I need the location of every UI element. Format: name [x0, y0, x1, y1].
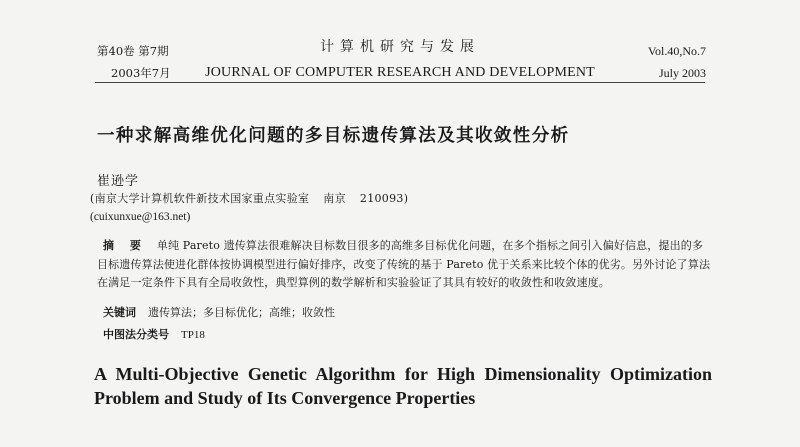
- date-en: July 2003: [658, 66, 706, 80]
- header-left: [97, 40, 171, 84]
- paper-title-en-line2: Problem and Study of Its Convergence Properties: [94, 388, 476, 408]
- header-center: [180, 36, 620, 84]
- volume-issue-cn: 第40卷 第7期: [97, 44, 169, 58]
- classification-label: 中图法分类号: [103, 328, 169, 341]
- keywords-text: 遗传算法；多目标优化；高维；收敛性: [148, 306, 335, 319]
- journal-name-cn: 计算机研究与发展: [320, 39, 480, 55]
- affiliation-city: 南京: [323, 192, 346, 205]
- abstract-text: 单纯 Pareto 遗传算法很难解决目标数目很多的高维多目标优化问题，在多个指标之间引入偏好信息，提出的多目标遗传算法使进化群体按协调模型进行偏好排序，改变了传统的基于 Pareto 优于关系来比较个体的优劣。另外讨论了算法在满足一定条件下具有全局收敛性，典型算例的数学解析和实验验证了其具有较好的收敛性和收敛速度。: [97, 239, 711, 289]
- author-name: 崔逊学: [97, 174, 140, 189]
- classification: [103, 326, 205, 342]
- keywords: [103, 304, 335, 320]
- author-email: (cuixunxue@163.net): [90, 211, 191, 223]
- abstract: [97, 237, 712, 293]
- paper-title-cn: 一种求解高维优化问题的多目标遗传算法及其收敛性分析: [97, 126, 570, 146]
- abstract-label: 摘 要: [103, 239, 147, 252]
- keywords-label: 关键词: [103, 306, 136, 319]
- classification-code: TP18: [181, 329, 205, 341]
- volume-issue-en: Vol.40,No.7: [647, 44, 706, 58]
- journal-name-en: JOURNAL OF COMPUTER RESEARCH AND DEVELOPMENT: [205, 65, 595, 80]
- affiliation-name: (南京大学计算机软件新技术国家重点实验室: [90, 192, 310, 205]
- header-rule: [95, 82, 705, 83]
- paper-title-en: [94, 362, 712, 410]
- header-right: [648, 40, 706, 84]
- paper-title-en-line1: A Multi-Objective Genetic Algorithm for High Dimensionality Optimization: [94, 364, 712, 384]
- affiliation-postcode: 210093): [359, 192, 409, 205]
- affiliation: [90, 190, 408, 206]
- date-cn: 2003年7月: [111, 66, 171, 80]
